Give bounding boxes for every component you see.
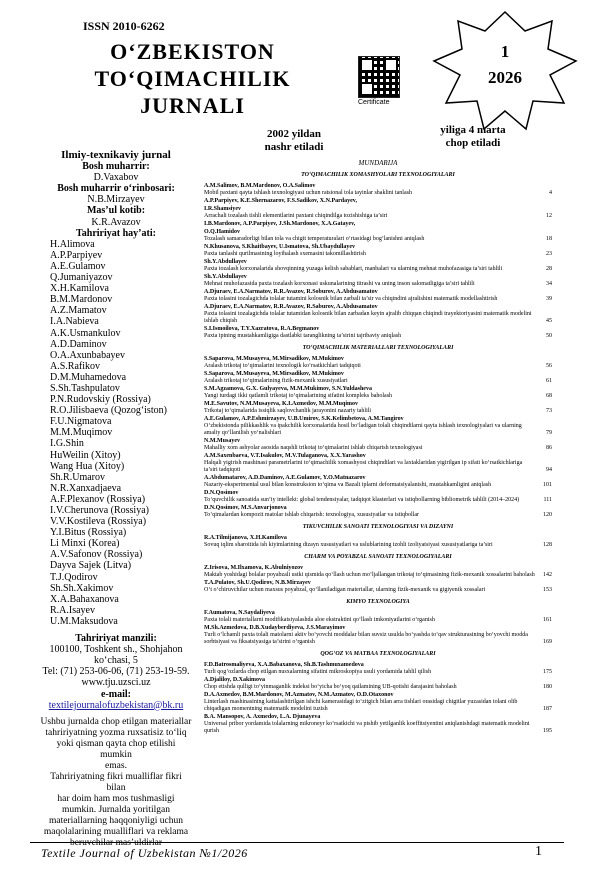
footer-journal-name: Textile Journal of Uzbekistan №1/2026 (41, 846, 248, 860)
board-member: M.M.Muqimov (50, 427, 113, 439)
board-member: A.Z.Mamatov (50, 305, 107, 317)
board-member: R.A.Isayev (50, 604, 95, 616)
entry-page-number: 23 (546, 251, 552, 257)
entry-title: Mehnat muhofazasida paxta tozalash korxonasi uskunalarining titrashi va uning inson salomatligiga ta’siri tahlili (204, 281, 475, 287)
contents-entry[interactable] (204, 304, 552, 325)
secretary: K.R.Avazov (91, 216, 141, 228)
entry-page-number: 161 (543, 617, 552, 623)
address-line: Tel: (71) 253-06-06, (71) 253-19-59. (42, 666, 190, 678)
entry-title: Arrachali tozalash tishli elementlarini paxtani chiqindilga tozishishiga ta’siri (204, 213, 388, 219)
entry-authors: Sh.Y.Abdullayev (204, 274, 247, 280)
board-member: O.A.Axunbabayev (50, 349, 125, 361)
entry-page-number: 61 (546, 378, 552, 384)
address-line: 100100, Toshkent sh., Shohjahon (49, 644, 183, 656)
issue-year: 2026 (488, 68, 522, 87)
entry-title: Aralash trikotaj to‘qimalarining fizik-mexanik xususiyatlari (204, 378, 348, 384)
entry-authors: A.M.Saxenbaeva, V.T.Isakulov, M.V.Tulaganova, X.X.Yarashov (204, 453, 366, 459)
board-member: Q.Jumaniyazov (50, 272, 113, 284)
contents-entry[interactable] (204, 662, 552, 676)
website: www.tju.uzsci.uz (81, 677, 151, 689)
section-heading: CHARM VA POYABZAL SANOATI TEXNOLOGIYALARI (304, 554, 452, 560)
contents-entry[interactable] (204, 326, 552, 340)
email-link[interactable]: textilejournalofuzbekistan@bk.ru (48, 699, 184, 711)
note-line: maqolalarining mualliflari va reklama (43, 826, 189, 837)
entry-page-number: 56 (546, 363, 552, 369)
entry-title: Nazariy-eksperimental usul bilan konstruksion to‘qima va Bazalt iplarni deformatsiyalanishi, mustahkamligini aniqlash (204, 482, 492, 488)
contents-entry[interactable] (204, 198, 552, 205)
board-member: A.D.Daminov (50, 338, 107, 350)
entry-title: Paxta tolali materiallarni modifikatsiyalashda aloe ekstraktini qo‘llash imkoniyatlarini o‘rganish (204, 617, 435, 623)
contents-heading: MUNDARIJA (358, 159, 398, 167)
note-line: Ushbu jurnalda chop etilgan materiallar (40, 716, 192, 727)
board-label: Tahririyat hay’ati: (76, 227, 156, 239)
board-member: U.M.Maksudova (50, 615, 118, 627)
copyright-note (40, 717, 192, 772)
entry-authors: B.A. Mansopov, A. Axmedov, L.A. Djunayeva (204, 714, 321, 720)
entry-page-number: 120 (543, 512, 552, 518)
entry-authors: S.M.Agzamova, G.X. Gulyayeva, M.M.Mukimov, S.N.Yuldasheva (204, 386, 372, 392)
entry-authors: A.M.Salimov, B.M.Mardonov, O.A.Salimov (204, 183, 316, 189)
entry-authors: A.P.Parpiyev, K.E.Shernazarov, F.S.Sadikov, X.N.Pardayev, (204, 198, 357, 204)
entry-authors: M.E.Savutov, N.M.Musayeva, K.I.Azmedov, M.M.Muqimov (204, 401, 358, 407)
table-of-contents (204, 160, 552, 736)
contents-entry[interactable] (204, 677, 552, 691)
entry-title: Maktab yoshidagi bolalar poyabzali ustki qismida qo‘llash uchun mo‘ljallangan trikotaj to‘qimasining fizik-mexanik xossalarini baholash (204, 572, 535, 578)
entry-authors: T.A.Pulatov, Sh.U.Qodirov, N.B.Mirzayev (204, 580, 311, 586)
entry-page-number: 195 (543, 728, 552, 734)
entry-authors: A.E.Gulamov, A.P.Eshmirzayev, U.B.Umirov, S.K.Kelimbetova, A.M.Tangirov (204, 416, 404, 422)
entry-authors: S.I.Ismoilova, T.Y.Xazratova, R.A.Begmanov (204, 326, 320, 332)
entry-page-number: 142 (543, 572, 552, 578)
board-member: A.K.Usmankulov (50, 327, 121, 339)
chief-editor-label: Bosh muharrir: (82, 161, 150, 173)
board-list (40, 239, 192, 627)
contents-entry[interactable] (204, 416, 552, 437)
board-member: A.E.Gulamov (50, 260, 106, 272)
email-label: e-mail: (101, 688, 131, 700)
entry-page-number: 128 (543, 542, 552, 548)
entry-page-number: 94 (546, 467, 552, 473)
entry-title: O‘zbekistonda pilikkashlik va ipakchilik korxonalarida hosil bo‘ladigan tolali chiqindilarni qayta ishlash texnologiyalari va ularning amaliy qo‘llanilish yo‘nalishlari (204, 423, 522, 436)
entry-authors: A.Djuraev, E.A.Narmatov, R.R.Avazov, R.Soburov, A.Abdusamatov (204, 289, 378, 295)
section-heading: QOG‘OZ VA MATBAA TEXNOLOGIYALARI (320, 651, 436, 657)
entry-page-number: 79 (546, 430, 552, 436)
board-member: T.J.Qodirov (50, 571, 98, 583)
chief-editor: D.Vaxabov (93, 172, 139, 184)
entry-page-number: 28 (546, 266, 552, 272)
note-line: Tahririyatning fikri mualliflar fikri bilan (50, 771, 182, 793)
entry-authors: Sh.Y.Abdullayev (204, 259, 247, 265)
entry-title: Linterlash mashinasining kattalashtirilgan ishchi kamerasidagi to‘zitgich bilan arra tishlari orasidagi chigitlar yuzasidan tolani olib chiqadigan momentning matematik modelini tuzish (204, 699, 518, 712)
entry-authors: F.Aumatova, N.Saydaliyeva (204, 610, 275, 616)
address-label: Tahririyat manzili: (75, 633, 157, 645)
entry-page-number: 73 (546, 408, 552, 414)
contents-entry[interactable] (204, 490, 552, 504)
entry-authors: I.B.Mardonov, A.P.Parpiyev, J.Sh.Mardonov, X.A.Gatayev, (204, 221, 356, 227)
contents-entry[interactable] (204, 259, 552, 273)
entry-title: Trikotaj to‘qimalarida issiqlik saqlovchanlik jarayonini nazariy tahlili (204, 408, 372, 414)
entry-authors: R.A.Tilmijanova, X.H.Kamilova (204, 535, 287, 541)
entry-authors: S.Saparova, M.Musayeva, M.Mirsadikov, M.Mukimov (204, 371, 344, 377)
journal-title-line: TO‘QIMACHILIK (94, 66, 291, 91)
contents-entry[interactable] (204, 386, 552, 400)
entry-authors: A.Abdumatarov, A.D.Daminov, A.E.Gulamov, Y.O.Matnazarov (204, 475, 366, 481)
board-member: F.U.Nigmatova (50, 416, 112, 428)
journal-type: Ilmiy-texnikaviy jurnal (61, 149, 171, 161)
entry-page-number: 12 (546, 213, 552, 219)
note-line: yoki qisman qayta chop etilishi mumkin (56, 738, 176, 760)
contents-entry[interactable] (204, 625, 552, 646)
contents-entry[interactable] (204, 438, 552, 452)
note-line: har doim ham mos tushmasligi (57, 793, 175, 804)
contents-entry[interactable] (204, 274, 552, 288)
entry-title: Turli qog‘ozlarda chop etilgan nusxalarning sifatini mikroskopiya usuli yordamida tahlil qilish (204, 669, 432, 675)
entry-title: Paxta ipining mustahkamligiga dastlabki taranglikning ta’sirini tajribaviy aniqlash (204, 333, 402, 339)
footer-page-number: 1 (535, 844, 542, 859)
board-member: I.G.Shin (50, 438, 84, 450)
entry-page-number: 101 (543, 482, 552, 488)
journal-title (60, 38, 325, 119)
note-line: tahririyatning yozma ruxsatisiz to‘liq (45, 727, 187, 738)
entry-authors: F.D.Batrosmaliyeva, X.A.Babaxanova, Sh.B.Tashmuxamedova (204, 662, 364, 668)
contents-entry[interactable] (204, 580, 552, 594)
entry-page-number: 45 (546, 318, 552, 324)
board-member: I.V.Cherunova (Rossiya) (50, 505, 149, 516)
frequency-note (418, 124, 528, 150)
section-heading: KIMYO TEXNOLOGIYA (346, 599, 410, 605)
entry-authors: N.Khusanova, S.Khaitbayev, U.Ismatova, Sh.Ubaydullayev (204, 244, 356, 250)
section-heading: TIKUVCHILIK SANOATI TEXNOLOGIYASI VA DIZAYNI (302, 524, 454, 530)
entry-title: Paxta tanlashi qurilmasining loyihalash sxemasini takomillashtirish (204, 251, 366, 257)
entry-title: To‘quvchilik sanoatida sun’iy intellekt: global tendensiyalar, tadqiqot klasterlari va istiqbollarning bibliometrik tahlili (2014–2024) (204, 497, 520, 503)
address-line: ko‘chasi, 5 (94, 655, 138, 667)
qr-code-icon (358, 56, 400, 98)
entry-page-number: 18 (546, 236, 552, 242)
entry-page-number: 187 (543, 706, 552, 712)
entry-page-number: 175 (543, 669, 552, 675)
entry-authors: Z.Irisova, M.Ilxamova, K.Abulniyozov (204, 565, 304, 571)
entry-page-number: 169 (543, 639, 552, 645)
secretary-label: Mas’ul kotib: (86, 205, 146, 217)
contents-entry[interactable] (204, 183, 552, 197)
note-line: beruvchilar mas’uldirlar (69, 837, 163, 848)
entry-page-number: 50 (546, 333, 552, 339)
board-member: HuWeilin (Xitoy) (50, 449, 121, 461)
note-line: materiallarning haqqoniyligi uchun (48, 815, 184, 826)
deputy-editor: N.B.Mirzayev (87, 194, 145, 206)
board-member: B.M.Mardonov (50, 294, 113, 306)
frequency-line: yiliga 4 marta (440, 124, 506, 136)
entry-title: Paxta tolasini tozalagichda tolalar tutamini kolosnik bilan zarbali ta’sir va chiqindini ajralishini matematik modellashtirish (204, 296, 498, 302)
board-member: A.P.Parpiyev (50, 249, 103, 261)
board-member: R.O.Jilisbaeva (Qozog‘iston) (50, 405, 167, 417)
contents-entry[interactable] (204, 610, 552, 624)
entry-authors: A.Djaliloy, D.Xakimova (204, 677, 266, 683)
entry-title: Turli o‘lchamli paxta tolali matolarni aktiv bo‘yovchi moddalar bilan suvsiz usulda bo‘yashda to‘qav strukturasining bo‘yovchi modda sorbtsiyasi va fiksatsiyasiga ta’sirini o‘rganish (204, 632, 528, 645)
board-member: A.F.Plexanov (Rossiya) (50, 493, 146, 505)
contents-entry[interactable] (204, 401, 552, 415)
entry-title: Chop etishda qulligi to‘yinmaganlik indeksi bo‘yicha bo‘yoq qatlamining UB-qotishi darajasini baholash (204, 684, 457, 690)
board-member: D.M.Muhamedova (50, 371, 127, 383)
entry-authors: D.N.Qosimov, M.S.Anvarjonova (204, 505, 287, 511)
contents-entry[interactable] (204, 371, 552, 385)
entry-title: Paxta tolasini tozalagichda tolalar tutamidan kolosnik bilan zarbadan keyin ajralib chiqqan chiqindi trayektoriyasini matematik modelini ishlab chiqish (204, 311, 532, 324)
board-member: X.H.Kamilova (50, 283, 109, 295)
contents-entry[interactable] (204, 453, 552, 474)
entry-authors: O.Q.Hamidov (204, 229, 241, 235)
entry-authors: D.A.Axmedov, B.M.Mardonov, M.Azmatov, N.M.Azmatov, O.D.Otaxonov (204, 692, 394, 698)
entry-title: To‘qimalardan kompozit matolar ishlab chiqarish: texnologiya, xususiyatlar va istiqbollar (204, 512, 420, 518)
board-member: H.Alimova (50, 238, 95, 250)
board-member: Y.I.Bitus (Rossiya) (50, 527, 127, 539)
certificate-label: Certificate (358, 99, 390, 106)
board-member: Wang Hua (Xitoy) (50, 460, 125, 472)
founded-line: nashr etiladi (264, 141, 324, 153)
board-member: A.V.Safonov (Rossiya) (50, 549, 143, 561)
section-heading: TO‘QIMACHILIK XOMASHYOLARI TEXNOLOGIYALARI (301, 172, 455, 178)
entry-page-number: 86 (546, 445, 552, 451)
entry-page-number: 111 (543, 497, 552, 503)
board-member: I.A.Nabieva (50, 316, 99, 328)
contents-entry[interactable] (204, 714, 552, 735)
contents-entry[interactable] (204, 692, 552, 713)
entry-page-number: 180 (543, 684, 552, 690)
entry-page-number: 68 (546, 393, 552, 399)
entry-authors: N.M.Musayev (204, 438, 240, 444)
entry-page-number: 39 (546, 296, 552, 302)
responsibility-note (40, 772, 192, 849)
masthead-column (40, 150, 192, 849)
entry-title: O‘t o‘chiruvchilar uchun maxsus poyabzal, qo‘llaniladigan materiallar, ularning fizik-mexanik va gigiyenik xossalari (204, 587, 486, 593)
entry-authors: D.N.Qosimov (204, 490, 239, 496)
journal-title-line: JURNALI (140, 93, 245, 118)
entry-title: Halqali yigirish mashinasi parametrlarini to‘qimachilik xomashyosi chiqindilari va laxtaklaridan yigirilgan ip sifati ko‘rsatkichlariga ta’siri tadqiqoti (204, 460, 523, 473)
board-member: Li Minxi (Korea) (50, 538, 120, 550)
board-member: V.V.Kostileva (Rossiya) (50, 516, 147, 528)
entry-page-number: 34 (546, 281, 552, 287)
board-member: Dayva Sajek (Litva) (50, 560, 132, 572)
entry-title: Paxta tozalash korxonalarida shovqinning yuzaga kelish sabablari, manbalari va ularning mehnat muhofazasiga ta’siri tahlili (204, 266, 503, 272)
contents-entry[interactable] (204, 505, 552, 519)
entry-title: Mahalliy xom ashyolar asosida naqshli trikotaj to‘qimalarini ishlab chiqarish texnologiyasi (204, 445, 423, 451)
contents-entry[interactable] (204, 206, 552, 220)
entry-title: Universal pribor yordamida tolalarning mikronеyr ko‘rsatkichi va pishib yetilganlik koeffitsiyentini aniqlanishdagi matematik modelini qurish (204, 721, 530, 734)
note-line: emas. (105, 760, 127, 771)
deputy-editor-label: Bosh muharrir o‘rinbosari: (57, 183, 175, 195)
entry-title: Sovuq iqlim sharoitida ish kiyimlarining dizayn xususiyatlari va uslublarining izohli izoliyatsiyasi xususiyatlariga ta’siri (204, 542, 493, 548)
contents-entry[interactable] (204, 221, 552, 228)
board-member: Sh.R.Umarov (50, 471, 105, 483)
entry-title: Aralash trikotaj to‘qimalarini texnologik ko‘rsatkichlari tadqiqoti (204, 363, 361, 369)
entry-authors: S.Saparova, M.Musayeva, M.Mirsadikov, M.Mukimov (204, 356, 344, 362)
frequency-line: chop etiladi (445, 137, 501, 149)
section-heading: TO‘QIMACHILIK MATERIALLARI TEXNOLOGIYALARI (302, 345, 454, 351)
entry-authors: A.Djuraev, E.A.Narmatov, R.R.Avazov, R.Saburov, A.Abdusamatov (204, 304, 378, 310)
contents-entry[interactable] (204, 565, 552, 579)
contents-entry[interactable] (204, 475, 552, 489)
note-line: mumkin. Jurnalda yoritilgan (62, 804, 170, 815)
entry-title: Mobil paxtani qayta ishlash texnologiyasi uchun ratsional tola tayinlar shaklini tanlash (204, 190, 412, 196)
entry-page-number: 153 (543, 587, 552, 593)
issue-number: 1 (500, 42, 510, 61)
board-member: N.R.Xanxadjaeva (50, 482, 122, 494)
journal-title-line: O‘ZBEKISTON (110, 39, 275, 64)
contents-entry[interactable] (204, 244, 552, 258)
board-member: A.S.Rafikov (50, 360, 100, 372)
entry-page-number: 4 (549, 190, 552, 196)
entry-title: Yangi turdagi ikki qatlamli trikotaj to‘qimalarining sifatini kompleks baholash (204, 393, 393, 399)
founded-line: 2002 yildan (266, 128, 322, 140)
board-member: P.N.Rudovskiy (Rossiya) (50, 394, 151, 406)
entry-authors: M.Sh.Azmedova, D.B.Xudayberdiyeva, J.S.Marayimov (204, 625, 346, 631)
contents-entry[interactable] (204, 289, 552, 303)
board-member: Sh.Sh.Xakimov (50, 582, 114, 594)
contents-entry[interactable] (204, 535, 552, 549)
contents-entry[interactable] (204, 229, 552, 243)
entry-title: Tozalash samaradorligi bilan tola va chigit temperaturalari o‘rtasidagi bog‘lanishni aniqlash (204, 236, 425, 242)
board-member: S.Sh.Tashpulatov (50, 382, 120, 394)
issn-number: ISSN 2010-6262 (83, 19, 165, 33)
footer-divider (30, 842, 564, 843)
contents-sections (204, 172, 552, 735)
entry-authors: I.R.Shamsiyev (204, 206, 242, 212)
founded-note (262, 128, 326, 154)
board-member: X.A.Bahaxanova (50, 593, 119, 605)
contents-entry[interactable] (204, 356, 552, 370)
